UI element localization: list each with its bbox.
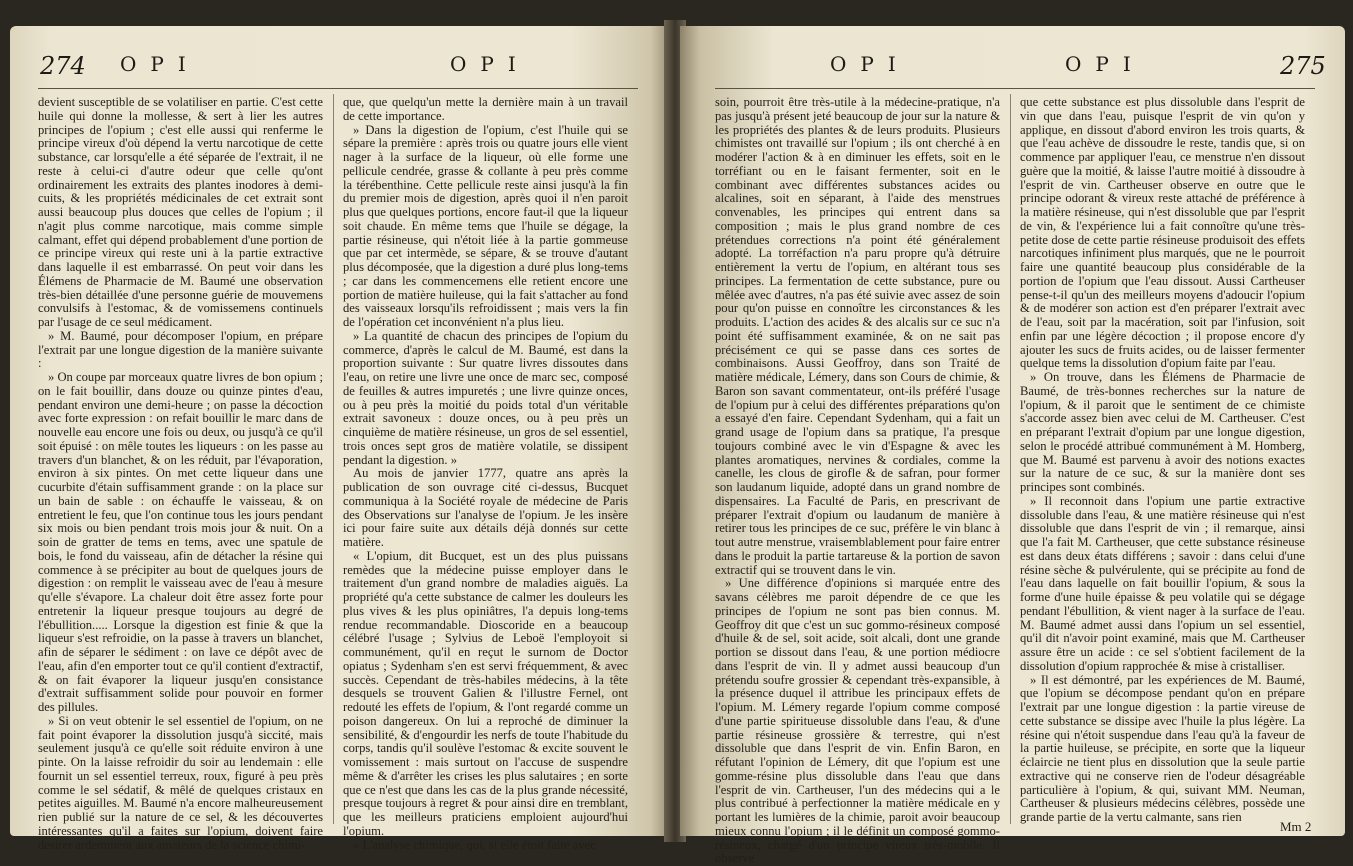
page-number-left: 274	[40, 52, 86, 80]
left-page-column-2	[343, 95, 628, 852]
paragraph: » Si on veut obtenir le sel essentiel de l'opium, on ne fait point évaporer la dissolution jusqu'à siccité, mais seulement jusqu'à ce qu'elle soit réduite environ à une pinte. On la laisse refroidir du soir au lendemain : elle fournit un sel essentiel terreux, roux, figuré à peu près comme le sel sédatif, & mêlé de quelques cristaux en petites aiguilles. M. Baumé n'a encore malheureusement rien publié sur la nature de ce sel, & les découvertes intéressantes qu'il a faites sur l'opium, doivent faire desirer ardemment aux amateurs de la science chimi-	[38, 713, 323, 852]
paragraph: » Il est démontré, par les expériences de M. Baumé, que l'opium se décompose pendant qu'on en prépare l'extrait par une longue digestion : la partie vireuse de cette substance se dissipe avec l'huile la plus légère. La résine qui n'étoit suspendue dans l'eau qu'à la faveur de la partie huileuse, se précipite, en sorte que la liqueur éclaircie ne tient plus en dissolution que la seule partie extractive qui ne conserve rien de l'odeur désagréable particulière à l'opium, & qui, suivant MM. Neuman, Cartheuser & plusieurs médecins célèbres, possède une grande partie de la vertu calmante, sans rien	[1020, 672, 1305, 824]
header-rule	[38, 88, 638, 89]
column-divider	[333, 94, 334, 824]
paragraph: soin, pourroit être très-utile à la médecine-pratique, n'a pas jusqu'à présent jeté beaucoup de jour sur la nature & les propriétés des plantes & de leurs produits. Plusieurs chimistes ont travaillé sur l'opium ; ils ont cherché à en modérer l'action & à en diminuer les effets, soit en le torréfiant ou en le faisant fermenter, soit en le combinant avec différentes substances acides ou alcalines, soit en séparant, à l'aide des menstrues convenables, les principes qui entrent dans sa composition ; mais le plus grand nombre de ces prétendues corrections n'a point été généralement adopté. La torréfaction n'a paru propre qu'à détruire entièrement la vertu de l'opium, en altérant tous ses principes. La fermentation de cette substance, pure ou mêlée avec d'autres, n'a pas été suivie avec assez de soin pour qu'on puisse en connoître les circonstances & les produits. L'action des acides & des alcalis sur ce suc n'a point été suffisamment examinée, & on ne sait pas précisément ce qui se passe dans ces sortes de combinaisons. Aussi Geoffroy, dans son Traité de matière médicale, Lémery, dans son Cours de chimie, & Baron son savant commentateur, ont-ils préféré l'usage de l'opium pur à celui des différentes préparations qu'on a essayé d'en faire. Cependant Sydenham, qui a fait un grand usage de l'opium dans sa pratique, l'a presque toujours combiné avec le vin d'Espagne & avec les plantes aromatiques, nervines & cordiales, comme la canelle, les clous de girofle & de safran, pour former son laudanum liquide, adopté dans un grand nombre de dispensaires. La Faculté de Paris, en prescrivant de préparer l'extrait d'opium ou laudanum de manière à retirer tous les principes de ce suc, préfère le vin blanc à tout autre menstrue, vraisemblablement pour faire entrer dans le produit la partie tartareuse & la portion de savon extractif qui se trouvent dans le vin.	[715, 95, 1000, 577]
right-page-column-2	[1020, 95, 1305, 824]
running-head-right: OPI	[450, 52, 530, 76]
page-number-right: 275	[1280, 52, 1326, 80]
paragraph: » L'analyse chimique, qui, si elle étoit faite avec	[353, 837, 596, 852]
paragraph: » On coupe par morceaux quatre livres de bon opium ; on le fait bouillir, dans douze ou quinze pintes d'eau, pendant environ une demi-heure ; on passe la décoction avec forte expression : on refait bouillir le marc dans de nouvelle eau encore une fois ou deux, ou jusqu'à ce qu'il soit épuisé : on mêle toutes les liqueurs : on les passe au travers d'un blanchet, & on les réduit, par l'évaporation, environ à six pintes. On met cette liqueur dans une cucurbite d'étain suffisamment grande : on la place sur un bain de sable : on échauffe le vaisseau, & on entretient le feu, que l'on continue tous les jours pendant six mois ou bien pendant trois mois jour & nuit. On a soin de gratter de tems en tems, avec une spatule de bois, le fond du vaisseau, afin de détacher la résine qui commence à se précipiter au bout de quelques jours de digestion : on remplit le vaisseau avec de l'eau à mesure qu'elle s'évapore. La chaleur doit être assez forte pour entretenir la liqueur presque toujours au degré de l'ébullition..... Lorsque la digestion est finie & que la liqueur s'est refroidie, on la passe à travers un blanchet, afin de séparer le sédiment : on lave ce dépôt avec de l'eau, afin d'en emporter tout ce qu'il contient d'extractif, & on fait évaporer la liqueur jusqu'en consistance d'extrait suffisamment solide pour pouvoir en former des pillules.	[38, 370, 323, 714]
paragraph: devient susceptible de se volatiliser en partie. C'est cette huile qui donne la mollesse, & sert à lier les autres principes de l'opium ; c'est elle aussi qui renferme le principe vireux d'où dépend la vertu narcotique de cette substance, car lorsqu'elle a été séparée de l'extrait, il ne reste à celui-ci d'autre odeur que celle qu'ont ordinairement les extraits des plantes inodores à demi-cuits, & les propriétés médicinales de cet extrait sont aussi beaucoup plus douces que celles de l'opium ; il n'agit plus comme narcotique, mais comme simple calmant, effet qui dépend probablement d'une portion de ce principe vireux qui reste uni à la partie extractive dans laquelle il est embarrassé. On peut voir dans les Élémens de Pharmacie de M. Baumé une observation très-bien détaillée d'une personne guérie de mouvemens convulsifs à l'estomac, & de vomissemens continuels par l'usage de ce seul médicament.	[38, 95, 323, 329]
left-page-column-1	[38, 95, 323, 852]
paragraph: » On trouve, dans les Élémens de Pharmacie de Baumé, de très-bonnes recherches sur la nature de l'opium, & il paroit que le sentiment de ce chimiste s'accorde assez bien avec celui de M. Cartheuser. C'est en préparant l'extrait d'opium par une longue digestion, selon le procédé attribué communément à M. Homberg, que M. Baumé est parvenu à avoir des notions exactes sur la nature de ce suc, & sur la manière dont ses principes sont combinés.	[1020, 370, 1305, 494]
paragraph: » Dans la digestion de l'opium, c'est l'huile qui se sépare la première : après trois ou quatre jours elle vient nager à la surface de la liqueur, où elle forme une pellicule cendrée, grasse & collante à peu près comme la térébenthine. Cette pellicule reste ainsi jusqu'à la fin du premier mois de digestion, après quoi il n'en paroit plus que quelques portions, encore faut-il que la liqueur soit chaude. En même tems que l'huile se dégage, la partie résineuse, qui n'étoit liée à la partie gommeuse que par cet intermède, se sépare, & se trouve d'autant plus décomposée, que la digestion a duré plus long-tems ; car dans les commencemens elle retient encore une portion de matière huileuse, qui la fait s'attacher au fond des vaisseaux lorsqu'ils refroidissent ; mais vers la fin de l'opération cet inconvénient n'a plus lieu.	[343, 122, 628, 329]
paragraph: que, que quelqu'un mette la dernière main à un travail de cette importance.	[343, 95, 628, 123]
column-divider	[1010, 94, 1011, 824]
paragraph: » La quantité de chacun des principes de l'opium du commerce, d'après le calcul de M. Baumé, est dans la proportion suivante : Sur quatre livres dissoutes dans l'eau, on retire une livre une once de marc sec, composé de feuilles & autres impuretés ; une livre quinze onces, ou à peu près la moitié du poids total d'un véritable extrait savoneux : douze onces, ou à peu près un cinquième de matière résineuse, un gros de sel essentiel, trois onces sept gros de matière volatile, se dissipent pendant la digestion. »	[343, 328, 628, 467]
paragraph: « L'opium, dit Bucquet, est un des plus puissans remèdes que la médecine puisse employer dans le traitement d'un grand nombre de maladies aiguës. La propriété qu'a cette substance de calmer les douleurs les plus vives & les plus opiniâtres, l'a depuis long-tems rendue recommandable. Dioscoride en a beaucoup célébré l'usage ; Sylvius de Leboë l'employoit si communément, qu'il en reçut le surnom de Doctor opiatus ; Sydenham s'en est servi fréquemment, & avec succès. Cependant de très-habiles médecins, à la tête desquels se trouvent Galien & l'illustre Fernel, ont redouté les effets de l'opium, & l'ont regardé comme un poison dangereux. On lui a reproché de diminuer la sensibilité, & d'engourdir les nerfs de toute l'habitude du corps, tandis qu'il soulève l'estomac & excite souvent le vomissement : mais surtout on l'accuse de suspendre même & d'arrêter les crises les plus salutaires ; en sorte que ce n'est que dans les cas de la plus grande nécessité, presque toujours à regret & pour ainsi dire en tremblant, que les meilleurs praticiens emploient aujourd'hui l'opium.	[343, 548, 628, 838]
paragraph: Au mois de janvier 1777, quatre ans après la publication de son ouvrage cité ci-dessus, Bucquet communiqua à la Société royale de médecine de Paris des Observations sur l'analyse de l'opium. Je les insère ici pour faire suite aux détails déjà donnés sur cette matière.	[343, 466, 628, 549]
running-head-left: OPI	[120, 52, 200, 76]
running-head-right: OPI	[1065, 52, 1145, 76]
paragraph: » Une différence d'opinions si marquée entre des savans célèbres me paroit dépendre de ce que les principes de l'opium ne sont pas bien connus. M. Geoffroy dit que c'est un suc gommo-résineux composé d'huile & de sel, soit acide, soit alcali, dont une grande portion se dissout dans l'eau, & une portion médiocre dans l'esprit de vin. Il y admet aussi beaucoup d'un prétendu soufre grossier & cependant très-expansible, à la présence duquel il attribue les principaux effets de l'opium. M. Lémery regarde l'opium comme composé d'une partie spiritueuse dissoluble dans l'eau, & d'une partie résineuse grossière & terrestre, qui n'est dissoluble que dans l'esprit de vin. Enfin Baron, en réfutant l'opinion de Lémery, dit que l'opium est une gomme-résine plus dissoluble dans l'eau que dans l'esprit de vin. Cartheuser, l'un des médecins qui a le plus contribué à perfectionner la matière médicale en y portant les lumières de la chimie, paroit avoir beaucoup mieux connu l'opium ; il le définit un composé gommo-résineux, chargé d'un principe vireux très-mobile. Il observe	[715, 576, 1000, 866]
paragraph: que cette substance est plus dissoluble dans l'esprit de vin que dans l'eau, puisque l'esprit de vin qu'on y applique, en dissout d'abord environ les trois quarts, & que l'eau achève de dissoudre le reste, tandis que, si on commence par appliquer l'eau, ce menstrue n'en dissout guère que la moitié, & laisse l'autre moitié à dissoudre à l'esprit de vin. Cartheuser observe en outre que le principe odorant & vireux reste attaché de préférence à la matière résineuse, qui n'est dissoluble que par l'esprit de vin, & l'expérience lui a fait connoître qu'une très-petite dose de cette partie résineuse produisoit des effets narcotiques infiniment plus marqués, que ne le pourroit faire une quantité beaucoup plus considérable de la portion de l'opium que l'eau dissout. Aussi Cartheuser pense-t-il qu'un des meilleurs moyens d'adoucir l'opium & de modérer son action est d'en préparer l'extrait avec de l'eau, soit par la macération, soit par l'infusion, soit enfin par une légère décoction ; il propose encore d'y ajouter les sucs de fruits acides, ou de laisser fermenter quelque tems la dissolution d'opium faite par l'eau.	[1020, 95, 1305, 371]
paragraph: » M. Baumé, pour décomposer l'opium, en prépare l'extrait par une longue digestion de la manière suivante :	[38, 328, 323, 371]
right-page	[680, 26, 1345, 866]
paragraph: » Il reconnoit dans l'opium une partie extractive dissoluble dans l'eau, & une matière résineuse qui n'est dissoluble que dans l'esprit de vin ; il remarque, ainsi que l'a fait M. Cartheuser, que cette substance résineuse est dans deux états différens ; savoir : dans celui d'une résine sèche & pulvérulente, qui se précipite au fond de l'eau dans laquelle on fait bouillir l'opium, & sous la forme d'une huile épaisse & peu volatile qui se dégage pendant l'ébullition, & vient nager à la surface de l'eau. M. Baumé admet aussi dans l'opium un sel essentiel, qu'il dit n'avoir point examiné, mais que M. Cartheuser assure être un acide : ce sel s'obtient facilement de la dissolution d'opium rapprochée & mise à cristalliser.	[1020, 493, 1305, 673]
right-page-column-1	[715, 95, 1000, 866]
running-head-left: OPI	[830, 52, 910, 76]
header-rule	[715, 88, 1315, 89]
left-page	[10, 26, 670, 852]
signature-mark: Mm 2	[1280, 819, 1312, 834]
